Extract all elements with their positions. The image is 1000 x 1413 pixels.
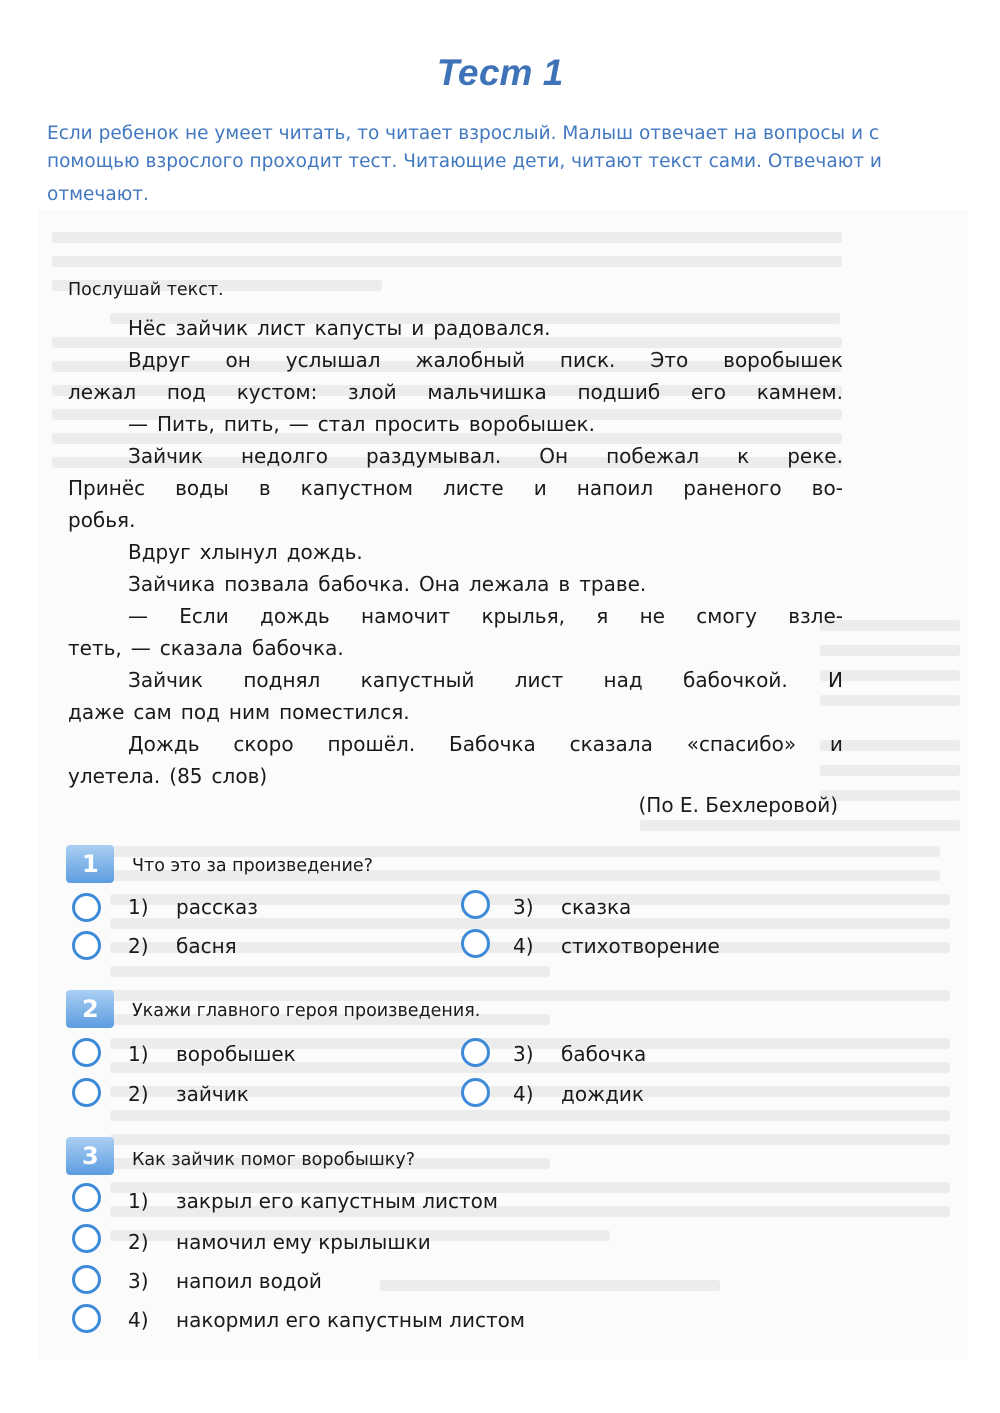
story-word: Зайчик <box>128 444 203 468</box>
story-word: мальчишка <box>427 380 547 404</box>
story-line <box>68 472 843 504</box>
story-word: пить, <box>223 412 280 436</box>
q2-option-1-radio[interactable] <box>72 1038 101 1067</box>
ghost-line <box>110 1110 950 1121</box>
question-1-text: Что это за произведение? <box>132 856 373 876</box>
story-word: Принёс <box>68 476 146 500</box>
story-word: воробышек <box>723 348 843 372</box>
story-word: Зайчика <box>128 572 216 596</box>
story-word: Она <box>418 572 461 596</box>
story-word: подшиб <box>577 380 661 404</box>
option-number: 3) <box>128 1269 149 1293</box>
story-word: воды <box>175 476 229 500</box>
story-word: и <box>533 476 547 500</box>
q2-option-2 <box>128 1082 249 1106</box>
story-word: побежал <box>606 444 700 468</box>
story-word: бабочка. <box>252 636 344 660</box>
story-word: кустом: <box>236 380 318 404</box>
option-number: 1) <box>128 1042 149 1066</box>
story-word: лист <box>514 668 564 692</box>
story-word: Вдруг <box>128 540 191 564</box>
option-text: закрыл его капустным листом <box>176 1189 498 1213</box>
ghost-line <box>52 256 842 267</box>
story-word: Зайчик <box>128 668 203 692</box>
story-word: — <box>288 412 309 436</box>
option-number: 1) <box>128 895 149 919</box>
story-word: раненого <box>683 476 782 500</box>
instruction-line: помощью взрослого проходит тест. Читающие дети, читают текст сами. Отвечают и <box>47 151 882 172</box>
story-word: листе <box>442 476 504 500</box>
story-word: под <box>180 700 220 724</box>
q1-option-3-radio[interactable] <box>461 890 490 919</box>
story-word: лист <box>257 316 306 340</box>
story-line <box>68 536 843 568</box>
story-word: улетела. <box>68 764 161 788</box>
story-text <box>68 312 843 792</box>
q1-option-2-radio[interactable] <box>72 931 101 960</box>
story-source: (По Е. Бехлеровой) <box>638 793 838 817</box>
story-word: зайчик <box>175 316 249 340</box>
story-word: даже <box>68 700 125 724</box>
q3-option-3 <box>128 1269 322 1293</box>
story-word: позвала <box>224 572 310 596</box>
story-word: намочит <box>361 604 451 628</box>
q2-option-1 <box>128 1042 296 1066</box>
story-word: напоил <box>576 476 654 500</box>
story-word: радовался. <box>433 316 551 340</box>
story-word: теть, <box>68 636 122 660</box>
q3-option-1 <box>128 1189 498 1213</box>
q2-option-4-radio[interactable] <box>461 1078 490 1107</box>
option-text: намочил ему крылышки <box>176 1230 431 1254</box>
story-word: камнем. <box>756 380 843 404</box>
story-line <box>68 696 843 728</box>
story-word: просить <box>374 412 460 436</box>
q3-option-2 <box>128 1230 431 1254</box>
ghost-line <box>640 820 960 831</box>
story-word: — <box>130 636 151 660</box>
q1-option-3 <box>513 895 631 919</box>
story-word: ним <box>228 700 271 724</box>
story-word: Вдруг <box>128 348 191 372</box>
story-word: — <box>128 412 148 436</box>
story-word: хлынул <box>199 540 278 564</box>
story-line <box>68 664 843 696</box>
option-text: бабочка <box>561 1042 647 1066</box>
story-word: и <box>411 316 425 340</box>
ghost-line <box>110 1134 950 1145</box>
q1-option-2 <box>128 934 237 958</box>
ghost-line <box>380 1280 720 1291</box>
option-number: 3) <box>513 895 534 919</box>
story-word: лежал <box>68 380 137 404</box>
story-word: И <box>828 668 843 692</box>
story-word: взле- <box>788 604 843 628</box>
story-word: лежала <box>469 572 550 596</box>
question-1-badge: 1 <box>66 845 114 883</box>
instruction-line: отмечают. <box>47 184 149 205</box>
story-line <box>68 376 843 408</box>
option-text: напоил водой <box>176 1269 322 1293</box>
story-word: дождь <box>260 604 330 628</box>
story-word: воробышек. <box>468 412 595 436</box>
story-line <box>68 504 843 536</box>
option-number: 2) <box>128 934 149 958</box>
story-word: услышал <box>285 348 381 372</box>
option-text: зайчик <box>176 1082 249 1106</box>
story-word: дождь. <box>286 540 363 564</box>
q1-option-4-radio[interactable] <box>461 929 490 958</box>
story-line <box>68 408 843 440</box>
option-number: 4) <box>513 1082 534 1106</box>
story-word: стал <box>317 412 366 436</box>
page-title: Тест 1 <box>436 52 564 93</box>
q3-option-3-radio[interactable] <box>72 1265 101 1294</box>
story-word: слов) <box>211 764 268 788</box>
story-word: злой <box>348 380 397 404</box>
ghost-line <box>110 966 550 977</box>
story-line <box>68 440 843 472</box>
option-number: 4) <box>128 1308 149 1332</box>
story-word: реке. <box>787 444 843 468</box>
story-word: капустном <box>300 476 413 500</box>
question-2-text: Укажи главного героя произведения. <box>132 1001 481 1021</box>
story-word: смогу <box>696 604 757 628</box>
q2-option-2-radio[interactable] <box>72 1078 101 1107</box>
question-3-badge: 3 <box>66 1137 114 1175</box>
story-word: под <box>166 380 206 404</box>
option-number: 3) <box>513 1042 534 1066</box>
question-3-text: Как зайчик помог воробышку? <box>132 1150 416 1170</box>
story-line <box>68 760 843 792</box>
story-word: бабочка. <box>318 572 410 596</box>
story-line <box>68 568 843 600</box>
story-word: поднял <box>243 668 321 692</box>
instructions <box>47 120 947 209</box>
story-word: сам <box>133 700 172 724</box>
story-word: в <box>258 476 271 500</box>
story-word: Бабочка <box>449 732 536 756</box>
story-line <box>68 344 843 376</box>
story-word: писк. <box>559 348 616 372</box>
option-text: рассказ <box>176 895 258 919</box>
q1-option-4 <box>513 934 720 958</box>
story-word: во- <box>811 476 843 500</box>
story-word: крылья, <box>481 604 565 628</box>
story-word: Нёс <box>128 316 167 340</box>
option-number: 4) <box>513 934 534 958</box>
q1-option-1-radio[interactable] <box>72 893 101 922</box>
q2-option-4 <box>513 1082 644 1106</box>
story-line <box>68 632 843 664</box>
option-text: воробышек <box>176 1042 296 1066</box>
option-number: 2) <box>128 1082 149 1106</box>
story-word: капустный <box>360 668 475 692</box>
story-word: недолго <box>240 444 328 468</box>
story-word: Это <box>650 348 689 372</box>
story-word: — <box>128 604 148 628</box>
question-2-badge: 2 <box>66 990 114 1028</box>
option-text: стихотворение <box>561 934 720 958</box>
story-word: Пить, <box>157 412 215 436</box>
story-word: капусты <box>314 316 403 340</box>
story-word: к <box>737 444 750 468</box>
q2-option-3-radio[interactable] <box>461 1038 490 1067</box>
story-word: не <box>639 604 665 628</box>
q3-option-4-radio[interactable] <box>72 1304 101 1333</box>
story-word: Он <box>539 444 569 468</box>
story-word: над <box>603 668 643 692</box>
story-word: сказала <box>569 732 653 756</box>
ghost-line <box>52 232 842 243</box>
story-word: жалобный <box>415 348 525 372</box>
story-word: Дождь <box>128 732 200 756</box>
instruction-line: Если ребенок не умеет читать, то читает взрослый. Малыш отвечает на вопросы и с <box>47 123 880 144</box>
story-word: его <box>690 380 727 404</box>
option-text: дождик <box>561 1082 644 1106</box>
option-text: накормил его капустным листом <box>176 1308 525 1332</box>
option-text: сказка <box>561 895 632 919</box>
story-word: сказала <box>159 636 244 660</box>
story-line <box>68 600 843 632</box>
story-word: траве. <box>579 572 647 596</box>
story-line <box>68 312 843 344</box>
story-word: я <box>596 604 609 628</box>
option-number: 2) <box>128 1230 149 1254</box>
story-word: он <box>225 348 251 372</box>
ghost-line <box>110 918 950 929</box>
story-word: в <box>558 572 571 596</box>
q2-option-3 <box>513 1042 646 1066</box>
q3-option-1-radio[interactable] <box>72 1183 101 1212</box>
story-word: бабочкой. <box>683 668 788 692</box>
story-word: (85 <box>169 764 203 788</box>
story-word: раздумывал. <box>365 444 502 468</box>
option-text: басня <box>176 934 237 958</box>
story-word: Если <box>179 604 229 628</box>
story-line <box>68 728 843 760</box>
q3-option-4 <box>128 1308 525 1332</box>
ghost-line <box>110 990 950 1001</box>
listen-label: Послушай текст. <box>68 280 224 300</box>
story-word: поместился. <box>279 700 410 724</box>
option-number: 1) <box>128 1189 149 1213</box>
q1-option-1 <box>128 895 258 919</box>
q3-option-2-radio[interactable] <box>72 1224 101 1253</box>
story-word: прошёл. <box>327 732 416 756</box>
story-word: и <box>829 732 843 756</box>
story-word: робья. <box>68 508 136 532</box>
story-word: скоро <box>233 732 294 756</box>
story-word: «спасибо» <box>686 732 797 756</box>
